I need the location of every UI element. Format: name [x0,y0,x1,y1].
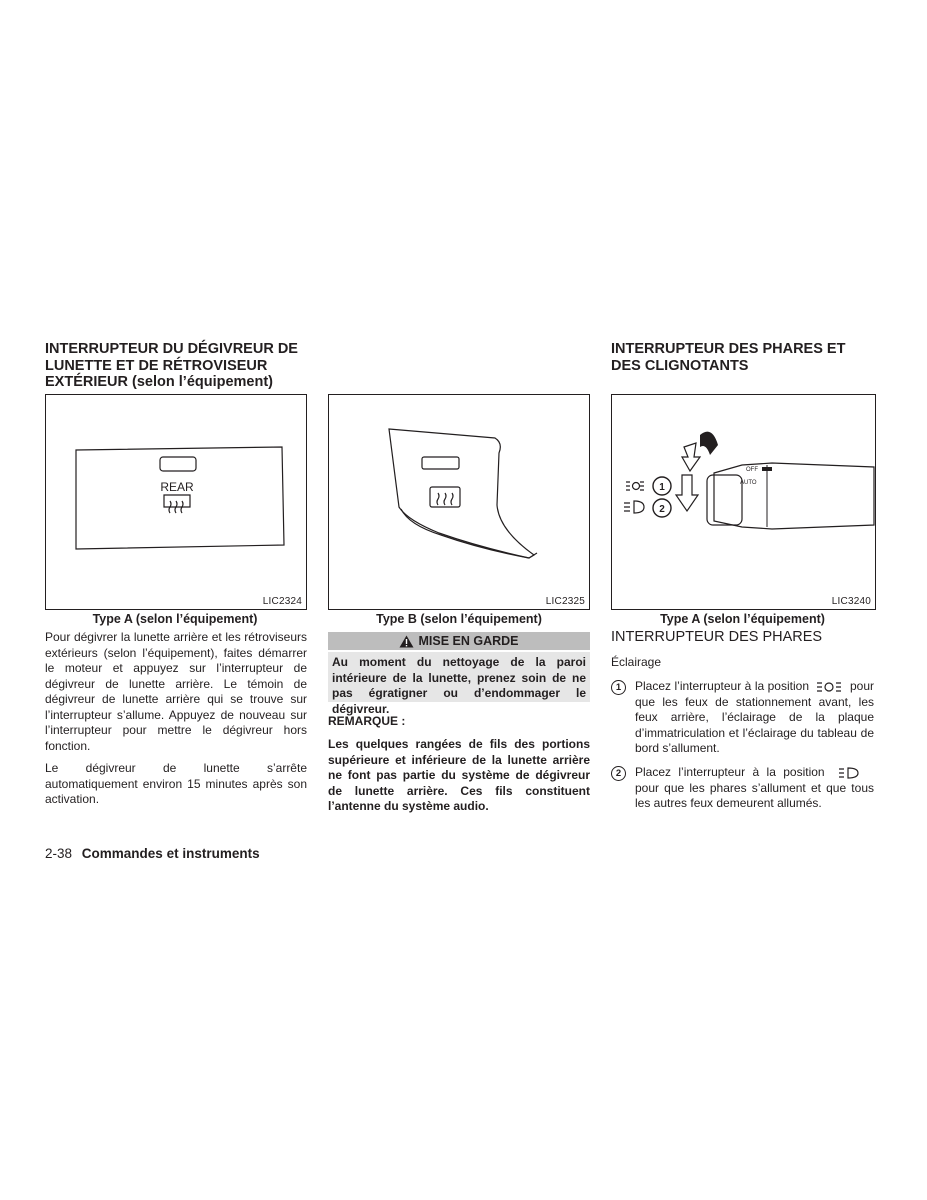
warning-title: MISE EN GARDE [418,634,519,648]
paragraph: Pour dégivrer la lunette arrière et les rétroviseurs extérieurs (selon l’équipement), faites démarrer le moteur et appuyez sur l’interrupteur de dégivreur de lunette arrière. Le témoin de dégivreur de lunette arrière qui se trouve sur l’interrupteur s’allume. Appuyez de nouveau sur l’interrupteur pour mettre le dégivreur hors fonction. [45,630,307,753]
item-number: 1 [611,680,626,695]
headlight-stalk-illustration [612,395,875,609]
figure-defroster-type-a [45,394,307,610]
defroster-panel-illustration [46,395,306,609]
figure-caption: Type A (selon l’équipement) [660,612,825,626]
rear-defrost-icon [430,487,460,507]
off-label: OFF [746,467,758,473]
paragraph: Le dégivreur de lunette s’arrête automatiquement environ 15 minutes après son activation. [45,761,307,806]
page-footer [45,846,260,861]
item-text: Placez l’interrupteur à la position [635,765,825,779]
position-2-marker [653,499,671,517]
figure-caption: Type B (selon l’équipement) [376,612,542,626]
section-heading-defroster [45,341,315,391]
heading-line: EXTÉRIEUR (selon l’équipement) [45,374,274,390]
position-2-label: 2 [659,504,665,515]
figure-code: LIC2324 [262,596,302,607]
eclairage-label: Éclairage [611,655,662,669]
note-title: REMARQUE : [328,714,406,728]
item-text: Placez l’interrupteur à la position [635,679,809,693]
subheading-headlight-switch: INTERRUPTEUR DES PHARES [611,629,823,645]
note-text: Les quelques rangées de fils des portions supérieure et inférieure de la lunette arrière ne font pas partie du système de dégivreur de lunette arrière. Ces fils constituent l’antenne du système audio. [328,737,590,813]
figure-code: LIC3240 [831,596,871,607]
parking-light-icon [816,681,842,693]
heading-line: LUNETTE ET DE RÉTROVISEUR [45,357,268,374]
parking-light-icon [626,482,644,490]
heading-line: DES CLIGNOTANTS [611,357,749,374]
figure-headlight-switch [611,394,876,610]
headlight-icon [838,767,860,779]
defroster-body-text [45,630,307,815]
auto-label: AUTO [740,480,757,486]
warning-header [328,632,590,650]
footer-section: Commandes et instruments [81,846,260,861]
position-1-label: 1 [659,482,665,493]
position-1-marker [653,477,671,495]
headlight-icon [624,501,644,513]
warning-text: Au moment du nettoyage de la paroi intérieure de la lunette, prenez soin de ne pas égratigner ou d’endommager le dégivreur. [328,652,590,702]
item-text: pour que les phares s’allument et que tous les autres feux demeurent allumés. [635,780,874,810]
rear-defrost-icon [164,495,190,513]
list-item [611,765,874,815]
list-item [611,679,874,759]
warning-triangle-icon [399,635,414,648]
figure-caption: Type A (selon l’équipement) [92,612,258,626]
section-heading-headlights [611,341,881,374]
heading-line: INTERRUPTEUR DES PHARES ET [611,341,846,357]
page-number: 2-38 [45,846,73,861]
rear-label: REAR [160,480,194,494]
item-text: pour que les feux de stationnement avant, les feux arrière, l’éclairage de la plaque d’immatriculation et l’éclairage du tableau de bord s’allument. [635,679,874,755]
figure-defroster-type-b [328,394,590,610]
defroster-panel-type-b-illustration [329,395,589,609]
item-number: 2 [611,766,626,781]
heading-line: INTERRUPTEUR DU DÉGIVREUR DE [45,341,298,357]
figure-code: LIC2325 [545,596,585,607]
